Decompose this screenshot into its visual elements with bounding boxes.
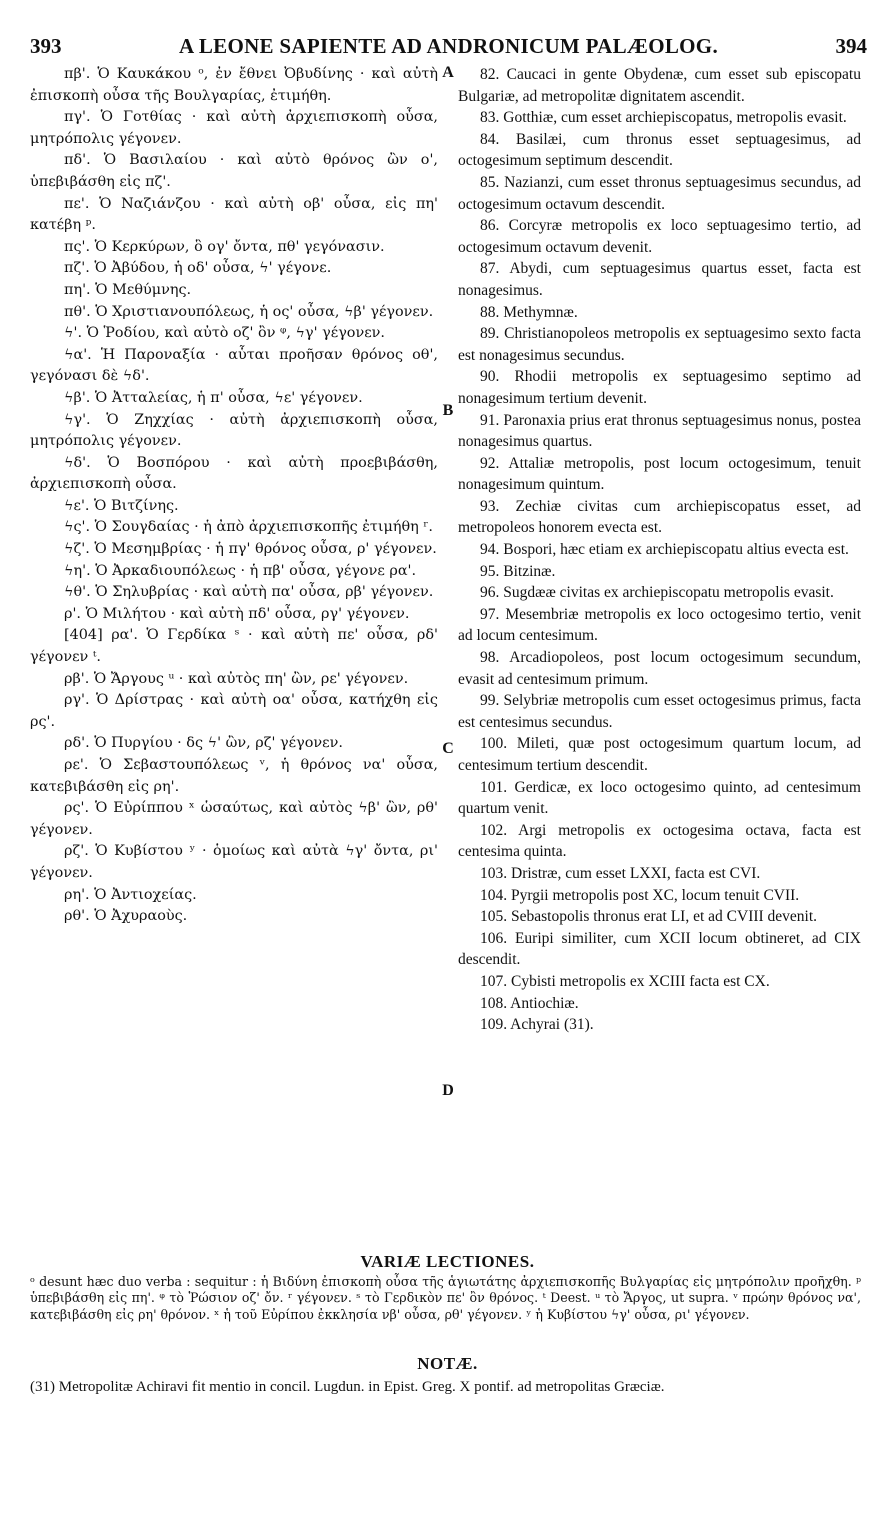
greek-entry: ρδ'. Ὁ Πυργίου · δς ϟ' ὢν, ρζ' γέγονεν. [64,735,343,752]
latin-entry: 106. Euripi similiter, cum XCII locum obtineret, ad CIX descendit. [458,929,861,969]
latin-entry: 91. Paronaxia prius erat thronus septuagesimus nonus, postea nonagesimus quartus. [458,411,861,451]
greek-entry: ϟγ'. Ὁ Ζηχχίας · αὐτὴ ἀρχιεπισκοπὴ οὖσα, μητρόπολις γέγονεν. [30,411,438,450]
greek-entry: ϟη'. Ὁ Ἀρκαδιουπόλεως · ἡ πβ' οὖσα, γέγονε ρα'. [64,562,417,579]
greek-entry: πζ'. Ὁ Ἀβύδου, ἡ οδ' οὖσα, ϟ' γέγονε. [64,260,332,277]
margin-marker-c: C [442,740,454,757]
latin-entry: 95. Bitzinæ. [480,562,556,580]
latin-entry: 100. Mileti, quæ post octogesimum quartum locum, ad centesimum tertium descendit. [458,735,861,774]
latin-entry: 101. Gerdicæ, ex loco octogesimo quinto, ad centesimum quartum venit. [458,778,861,818]
latin-entry: 108. Antiochiæ. [480,994,579,1012]
greek-entry: ϟβ'. Ὁ Ἀτταλείας, ἡ π' οὖσα, ϟε' γέγονεν. [64,389,363,406]
latin-entry: 103. Dristræ, cum esset LXXI, facta est CVI. [480,864,761,882]
latin-entry: 107. Cybisti metropolis ex XCIII facta est CX. [480,972,770,990]
latin-entry: 105. Sebastopolis thronus erat LI, et ad CVIII devenit. [480,908,818,926]
latin-entry: 87. Abydi, cum septuagesimus quartus esset, facta est nonagesimus. [458,260,861,299]
greek-entry: ϟδ'. Ὁ Βοσπόρου · καὶ αὐτὴ προεβιβάσθη, ἀρχιεπισκοπὴ οὖσα. [30,454,438,493]
greek-entry: ρς'. Ὁ Εὐρίππου ˣ ὡσαύτως, καὶ αὐτὸς ϟβ' ὢν, ρθ' γέγονεν. [30,800,438,838]
latin-entry: 94. Bospori, hæc etiam ex archiepiscopatu altius evecta est. [480,541,849,559]
latin-entry: 89. Christianopoleos metropolis ex septuagesimo sexto facta est nonagesimus secundus. [458,325,861,364]
greek-entry: ρη'. Ὁ Ἀντιοχείας. [64,886,197,903]
margin-marker-a: A [442,64,454,81]
margin-marker-d: D [442,1082,454,1099]
running-title: A LEONE SAPIENTE AD ANDRONICUM PALÆOLOG. [178,34,718,58]
latin-entry: 104. Pyrgii metropolis post XC, locum tenuit CVII. [480,886,800,904]
greek-entry: πθ'. Ὁ Χριστιανουπόλεως, ἡ ος' οὖσα, ϟβ' γέγονεν. [64,303,434,320]
variae-lectiones-heading: VARIÆ LECTIONES. [360,1252,535,1271]
greek-entry: πη'. Ὁ Μεθύμνης. [64,281,192,298]
latin-entry: 93. Zechiæ civitas cum archiepiscopatus esset, ad metropoleos honorem evecta est. [458,497,861,537]
greek-entry: ϟζ'. Ὁ Μεσημβρίας · ἡ πγ' θρόνος οὖσα, ρ' γέγονεν. [64,541,437,558]
greek-entry: πς'. Ὁ Κερκύρων, ὃ ογ' ὄντα, πθ' γεγόνασιν. [64,238,385,255]
greek-column [30,64,438,928]
page-number-right: 394 [835,34,867,58]
latin-entry: 83. Gotthiæ, cum esset archiepiscopatus, metropolis evasit. [480,109,847,127]
greek-entry: πε'. Ὁ Ναζιάνζου · καὶ αὐτὴ οβ' οὖσα, εἰς πη' κατέβη ᵖ. [30,195,438,234]
latin-entry: 90. Rhodii metropolis ex septuagesimo septimo ad nonagesimum tertium devenit. [458,368,861,407]
latin-entry: 99. Selybriæ metropolis cum esset octogesimus primus, facta est centesimus secundus. [458,692,861,731]
latin-entry: 82. Caucaci in gente Obydenæ, cum esset sub episcopatu Bulgariæ, ad metropolitæ dignitatem ascendit. [458,66,861,105]
latin-entry: 92. Attaliæ metropolis, post locum octogesimum, tenuit nonagesimum quintum. [458,454,861,494]
greek-entry: ρθ'. Ὁ Ἀχυραοὺς. [64,908,188,925]
latin-entry: 102. Argi metropolis ex octogesima octava, facta est centesima quinta. [458,821,861,861]
page-number-left: 393 [30,34,62,58]
greek-entry: [404] ρα'. Ὁ Γερδίκα ˢ · καὶ αὐτὴ πε' οὖσα, ρδ' γέγονεν ᵗ. [30,627,438,666]
greek-entry: ϟς'. Ὁ Σουγδαίας · ἡ ἀπὸ ἀρχιεπισκοπῆς ἐτιμήθη ʳ. [64,519,433,536]
latin-entry: 109. Achyrai (31). [480,1016,594,1034]
greek-entry: ϟα'. Ἡ Παροναξία · αὗται προῆσαν θρόνος οθ', γεγόνασι δὲ ϟδ'. [30,346,438,385]
greek-entry: ϟ'. Ὁ Ῥοδίου, καὶ αὐτὸ οζ' ὂν ᵠ, ϟγ' γέγονεν. [64,325,385,342]
latin-entry: 98. Arcadiopoleos, post locum octogesimum secundum, evasit ad centesimum primum. [458,649,861,688]
greek-entry: ρζ'. Ὁ Κυβίστου ʸ · ὁμοίως καὶ αὐτὰ ϟγ' ὄντα, ρι' γέγονεν. [30,843,438,881]
margin-marker-b: B [442,402,454,419]
latin-entry: 96. Sugdææ civitas ex archiepiscopatu metropolis evasit. [480,584,834,602]
latin-entry: 86. Corcyræ metropolis ex loco septuagesimo tertio, ad octogesimum octavum devenit. [458,217,861,256]
greek-entry: ργ'. Ὁ Δρίστρας · καὶ αὐτὴ οα' οὖσα, κατήχθη εἰς ρς'. [30,692,438,730]
greek-entry: πδ'. Ὁ Βασιλαίου · καὶ αὐτὸ θρόνος ὢν ο', ὑπεβιβάσθη εἰς πζ'. [30,152,438,190]
latin-column [458,64,861,1036]
greek-entry: πγ'. Ὁ Γοτθίας · καὶ αὐτὴ ἀρχιεπισκοπὴ οὖσα, μητρόπολις γέγονεν. [30,109,438,147]
notae-text: (31) Metropolitæ Achiravi fit mentio in concil. Lugdun. in Epist. Greg. X pontif. ad metropolitas Græciæ. [30,1379,665,1395]
notae-heading: NOTÆ. [417,1354,478,1373]
running-header [30,34,867,60]
latin-entry: 84. Basilæi, cum thronus esset septuagesimus, ad octogesimum septimum descendit. [458,130,861,170]
greek-entry: ϟθ'. Ὁ Σηλυβρίας · καὶ αὐτὴ πα' οὖσα, ρβ' γέγονεν. [64,584,434,601]
latin-entry: 88. Methymnæ. [480,303,578,321]
greek-entry: ϟε'. Ὁ Βιτζίνης. [64,497,179,514]
greek-entry: ρε'. Ὁ Σεβαστουπόλεως ᵛ, ἡ θρόνος να' οὖσα, κατεβιβάσθη εἰς ρη'. [30,757,438,795]
greek-entry: ρβ'. Ὁ Ἄργους ᵘ · καὶ αὐτὸς πη' ὢν, ρε' γέγονεν. [64,670,409,687]
greek-entry: πβ'. Ὁ Καυκάκου ᵒ, ἐν ἔθνει Ὀβυδίνης · καὶ αὐτὴ ἐπισκοπὴ οὖσα τῆς Βουλγαρίας, ἐτιμήθη. [30,66,438,104]
greek-entry: ρ'. Ὁ Μιλήτου · καὶ αὐτὴ πδ' οὖσα, ργ' γέγονεν. [64,605,410,622]
latin-entry: 97. Mesembriæ metropolis ex loco octogesimo tertio, venit ad locum centesimum. [458,605,861,645]
variae-lectiones-text: ᵒ desunt hæc duo verba : sequitur : ἡ Βιδύνη ἐπισκοπὴ οὖσα τῆς ἁγιωτάτης ἀρχιεπισκοπῆς Βυλγαρίας εἰς μητρόπολιν προῆχθη. ᵖ ὑπεβιβάσθη εἰς πη'. ᵠ τὸ Ῥώσιον οζ' ὄν. ʳ γέγονεν. ˢ τὸ Γερδικὸν πε' ὂν θρόνος. ᵗ Deest. ᵘ τὸ Ἄργος, ut supra. ᵛ πρώην θρόνος να', κατεβιβάσθη εἰς ρη' θρόνον. ˣ ἡ τοῦ Εὐρίπου ἐκκλησία νβ' οὖσα, ρθ' γέγονεν. ʸ ἡ Κυβίστου ϟγ' οὖσα, ρι' γέγονεν. [30,1274,861,1322]
latin-entry: 85. Nazianzi, cum esset thronus septuagesimus secundus, ad octogesimum octavum descendit. [458,173,861,213]
